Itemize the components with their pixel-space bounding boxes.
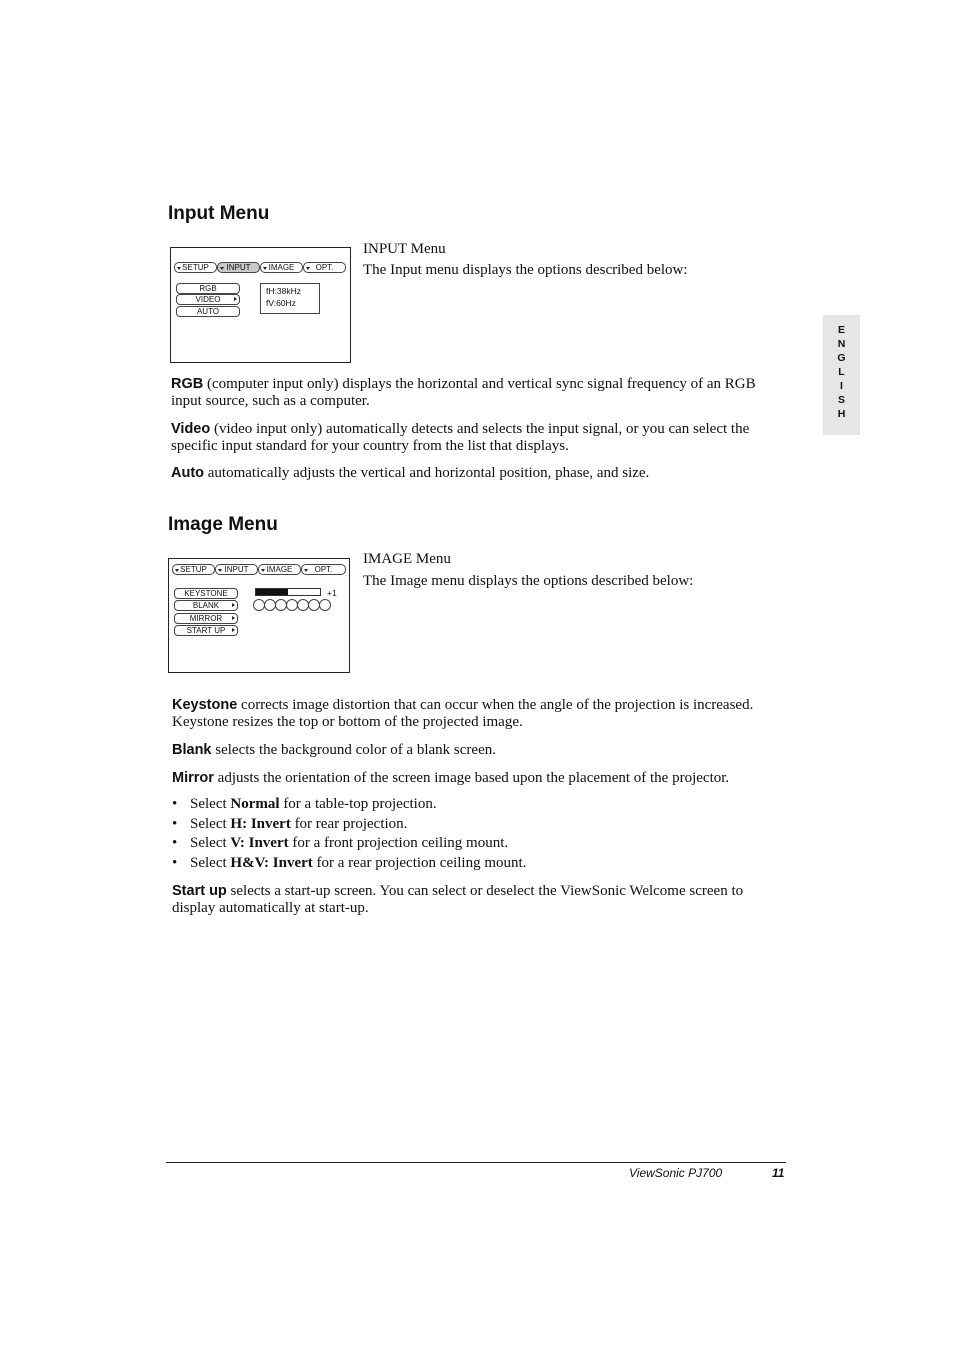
page-number: 11 — [772, 1166, 785, 1180]
tab-input: INPUT — [217, 262, 260, 273]
input-menu-caption-title: INPUT Menu — [363, 241, 446, 257]
mirror-description: Mirror adjusts the orientation of the screen image based upon the placement of the projector. — [172, 770, 730, 786]
list-item: • Select Normal for a table-top projection. — [172, 796, 437, 812]
keystone-circles — [253, 599, 335, 612]
horizontal-frequency: fH:38kHz — [266, 286, 301, 296]
option-auto: AUTO — [176, 306, 240, 317]
option-video: VIDEO — [176, 294, 240, 305]
keystone-circle — [319, 599, 331, 611]
side-tab-letter: I — [840, 380, 843, 392]
image-menu-screen — [168, 558, 350, 673]
tab-setup: SETUP — [174, 262, 217, 273]
side-tab-letter: S — [837, 394, 845, 406]
tab-input: INPUT — [215, 564, 258, 575]
language-side-tab — [823, 315, 860, 435]
keystone-value: +1 — [327, 588, 337, 598]
vertical-frequency: fV:60Hz — [266, 298, 296, 308]
tab-image: IMAGE — [258, 564, 301, 575]
image-menu-caption-title: IMAGE Menu — [363, 551, 451, 567]
side-tab-letter: H — [837, 408, 846, 420]
input-menu-caption-text: The Input menu displays the options described below: — [363, 262, 688, 278]
option-keystone: KEYSTONE — [174, 588, 238, 599]
side-tab-letter: N — [837, 338, 846, 350]
keystone-description: Keystone corrects image distortion that can occur when the angle of the projection is increased. Keystone resizes the top or bottom of the projected image. — [172, 697, 754, 730]
input-menu-screen — [170, 247, 351, 363]
video-description: Video (video input only) automatically detects and selects the input signal, or you can select the specific input standard for your country from the list that displays. — [171, 421, 750, 454]
image-menu-heading: Image Menu — [168, 514, 278, 535]
tab-setup: SETUP — [172, 564, 215, 575]
keystone-level-bar — [255, 588, 321, 596]
rgb-description: RGB (computer input only) displays the horizontal and vertical sync signal frequency of an RGB input source, such as a computer. — [171, 376, 756, 409]
start-up-description: Start up selects a start-up screen. You can select or deselect the ViewSonic Welcome screen to display automatically at start-up. — [172, 883, 744, 916]
auto-description: Auto automatically adjusts the vertical and horizontal position, phase, and size. — [171, 465, 650, 481]
footer-product: ViewSonic PJ700 — [629, 1166, 723, 1180]
side-tab-letter: E — [837, 324, 845, 336]
mirror-options-list — [172, 795, 772, 873]
input-menu-heading: Input Menu — [168, 203, 270, 224]
keystone-level-fill — [256, 589, 288, 595]
option-blank: BLANK — [174, 600, 238, 611]
option-mirror: MIRROR — [174, 613, 238, 624]
option-start-up: START UP — [174, 625, 238, 636]
frequency-info-box — [260, 283, 320, 314]
option-rgb: RGB — [176, 283, 240, 294]
tab-image: IMAGE — [260, 262, 303, 273]
image-menu-caption-text: The Image menu displays the options described below: — [363, 573, 694, 589]
side-tab-letter: L — [838, 366, 845, 378]
tab-opt: OPT. — [303, 262, 346, 273]
footer-divider — [166, 1162, 786, 1163]
list-item: • Select H&V: Invert for a rear projection ceiling mount. — [172, 854, 527, 871]
tab-opt: OPT. — [301, 564, 346, 575]
list-item: • Select V: Invert for a front projection ceiling mount. — [172, 835, 509, 851]
side-tab-letter: G — [837, 352, 846, 364]
blank-description: Blank selects the background color of a blank screen. — [172, 742, 496, 758]
list-item: • Select H: Invert for rear projection. — [172, 815, 408, 832]
